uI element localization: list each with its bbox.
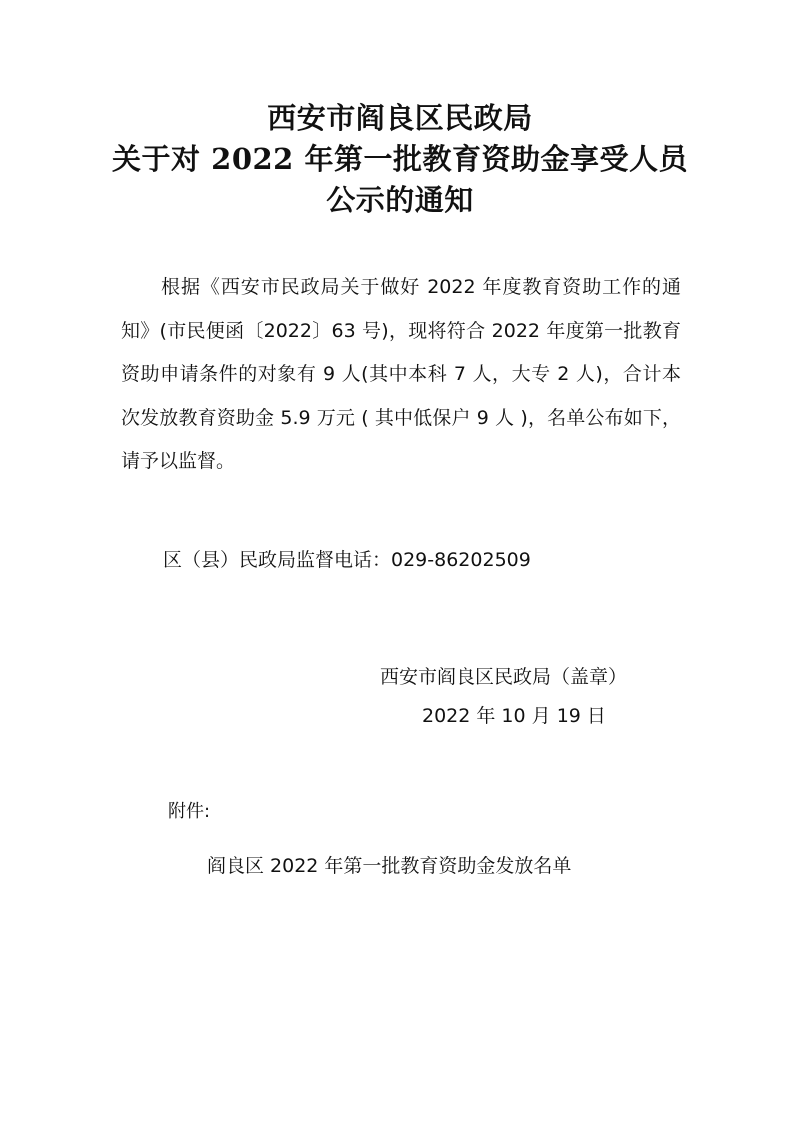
attachment-item: 阎良区 2022 年第一批教育资助金发放名单 [207, 855, 572, 877]
title-line-subject: 关于对 2022 年第一批教育资助金享受人员 [112, 142, 688, 176]
title-line-issuer: 西安市阎良区民政局 [267, 101, 533, 135]
signature-date: 2022 年 10 月 19 日 [422, 705, 606, 727]
title-line-notice: 公示的通知 [326, 183, 474, 217]
document-title [0, 98, 800, 221]
supervision-phone-line: 区（县）民政局监督电话：029-86202509 [163, 549, 531, 571]
attachment-label: 附件: [168, 801, 211, 822]
notice-body-paragraph: 根据《西安市民政局关于做好 2022 年度教育资助工作的通知》(市民便函〔2022〕63 号)，现将符合 2022 年度第一批教育资助申请条件的对象有 9 人(其中本科 7 人，大专 2 人)，合计本次发放教育资助金 5.9 万元 ( 其中低保户 9 人 )，名单公布如下，请予以监督。 [121, 276, 681, 472]
signature-organization: 西安市阎良区民政局（盖章） [380, 666, 628, 688]
